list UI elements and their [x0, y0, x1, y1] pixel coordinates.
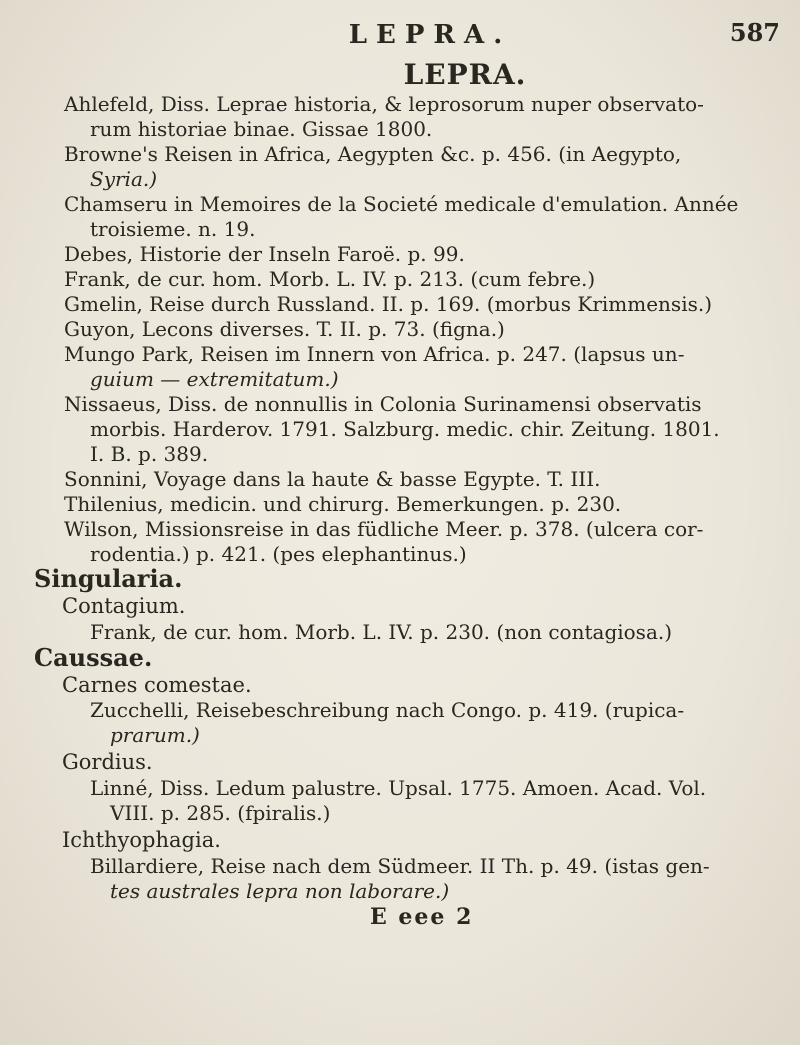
entry-line: Billardiere, Reise nach dem Südmeer. II Th. p. 49. (istas gen-	[90, 854, 710, 878]
subheading-contagium: Contagium.	[62, 594, 186, 618]
entry-line: troisieme. n. 19.	[90, 217, 256, 241]
entry-line: I. B. p. 389.	[90, 442, 209, 466]
entry-line: guium — extremitatum.)	[90, 367, 339, 391]
entry-line: Frank, de cur. hom. Morb. L. IV. p. 213. (cum febre.)	[64, 267, 596, 291]
entry-line: Zucchelli, Reisebeschreibung nach Congo. p. 419. (rupica-	[90, 698, 685, 722]
section-heading: LEPRA.	[403, 58, 527, 91]
entry-line: Chamseru in Memoires de la Societé medicale d'emulation. Année	[64, 192, 739, 216]
section-heading-caussae: Caussae.	[34, 643, 153, 672]
entry-line: Thilenius, medicin. und chirurg. Bemerkungen. p. 230.	[64, 492, 622, 516]
entry-line: prarum.)	[110, 723, 200, 747]
entry-line: Frank, de cur. hom. Morb. L. IV. p. 230. (non contagiosa.)	[90, 620, 673, 644]
entry-line: Nissaeus, Diss. de nonnullis in Colonia Surinamensi observatis	[64, 392, 702, 416]
entry-line: tes australes lepra non laborare.)	[110, 879, 450, 903]
entry-line: Syria.)	[90, 167, 158, 191]
entry-line: Debes, Historie der Inseln Faroë. p. 99.	[64, 242, 465, 266]
entry-line: Linné, Diss. Ledum palustre. Upsal. 1775. Amoen. Acad. Vol.	[90, 776, 707, 800]
entry-line: VIII. p. 285. (fpiralis.)	[110, 801, 331, 825]
running-head-title: LEPRA.	[348, 20, 512, 50]
subheading-ichthyophagia: Ichthyophagia.	[62, 828, 221, 852]
entry-line: Gmelin, Reise durch Russland. II. p. 169. (morbus Krimmensis.)	[64, 292, 713, 316]
signature-mark: E eee 2	[370, 904, 474, 930]
page-number: 587	[729, 18, 780, 47]
entry-line: rodentia.) p. 421. (pes elephantinus.)	[90, 542, 467, 566]
entry-line: Sonnini, Voyage dans la haute & basse Egypte. T. III.	[64, 467, 601, 491]
subheading-carnes: Carnes comestae.	[62, 673, 252, 697]
entry-line: Ahlefeld, Diss. Leprae historia, & leprosorum nuper observato-	[64, 92, 704, 116]
entry-line: Guyon, Lecons diverses. T. II. p. 73. (figna.)	[64, 317, 505, 341]
entry-line: Mungo Park, Reisen im Innern von Africa. p. 247. (lapsus un-	[64, 342, 685, 366]
entry-line: rum historiae binae. Gissae 1800.	[90, 117, 433, 141]
entry-line: Wilson, Missionsreise in das füdliche Meer. p. 378. (ulcera cor-	[64, 517, 704, 541]
entry-line: morbis. Harderov. 1791. Salzburg. medic. chir. Zeitung. 1801.	[90, 417, 720, 441]
subheading-gordius: Gordius.	[62, 750, 153, 774]
entry-line: Browne's Reisen in Africa, Aegypten &c. p. 456. (in Aegypto,	[64, 142, 682, 166]
section-heading-singularia: Singularia.	[34, 564, 183, 593]
